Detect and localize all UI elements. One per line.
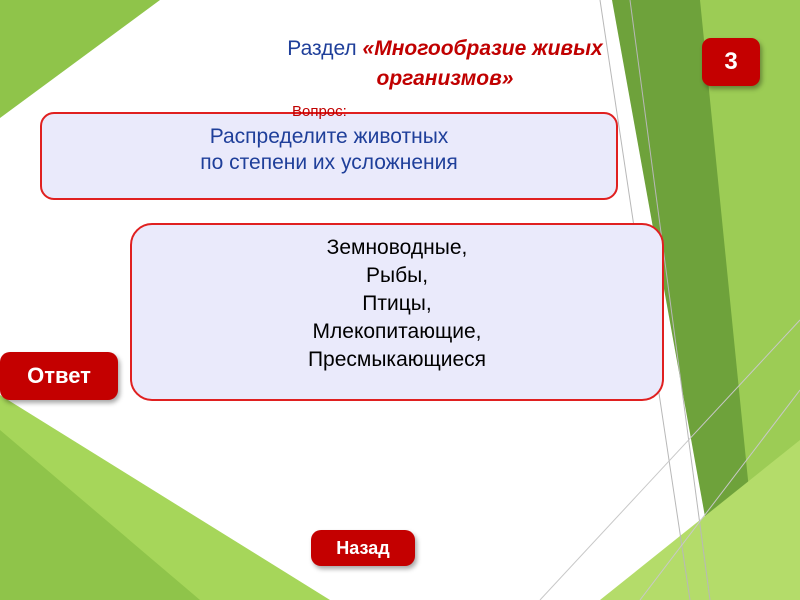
answer-line: Земноводные, [326, 236, 468, 259]
answer-line: Пресмыкающиеся [307, 348, 487, 371]
green-shape-top-left [0, 0, 160, 118]
back-button[interactable]: Назад [311, 530, 415, 566]
question-box [40, 112, 618, 200]
answer-button[interactable]: Ответ [0, 352, 118, 400]
answer-line: Рыбы, [365, 264, 429, 287]
question-label: Вопрос: [292, 103, 347, 120]
answer-line: Млекопитающие, [312, 320, 482, 343]
question-line: по степени их усложнения [200, 151, 458, 174]
question-line: Распределите животных [209, 125, 449, 148]
answer-box [130, 223, 664, 401]
answer-line: Птицы, [362, 292, 432, 315]
title-topic: «Многообразие живых организмов» [362, 37, 603, 90]
question-number-badge: 3 [702, 38, 760, 86]
slide-title [230, 34, 660, 94]
title-prefix: Раздел [287, 37, 363, 60]
